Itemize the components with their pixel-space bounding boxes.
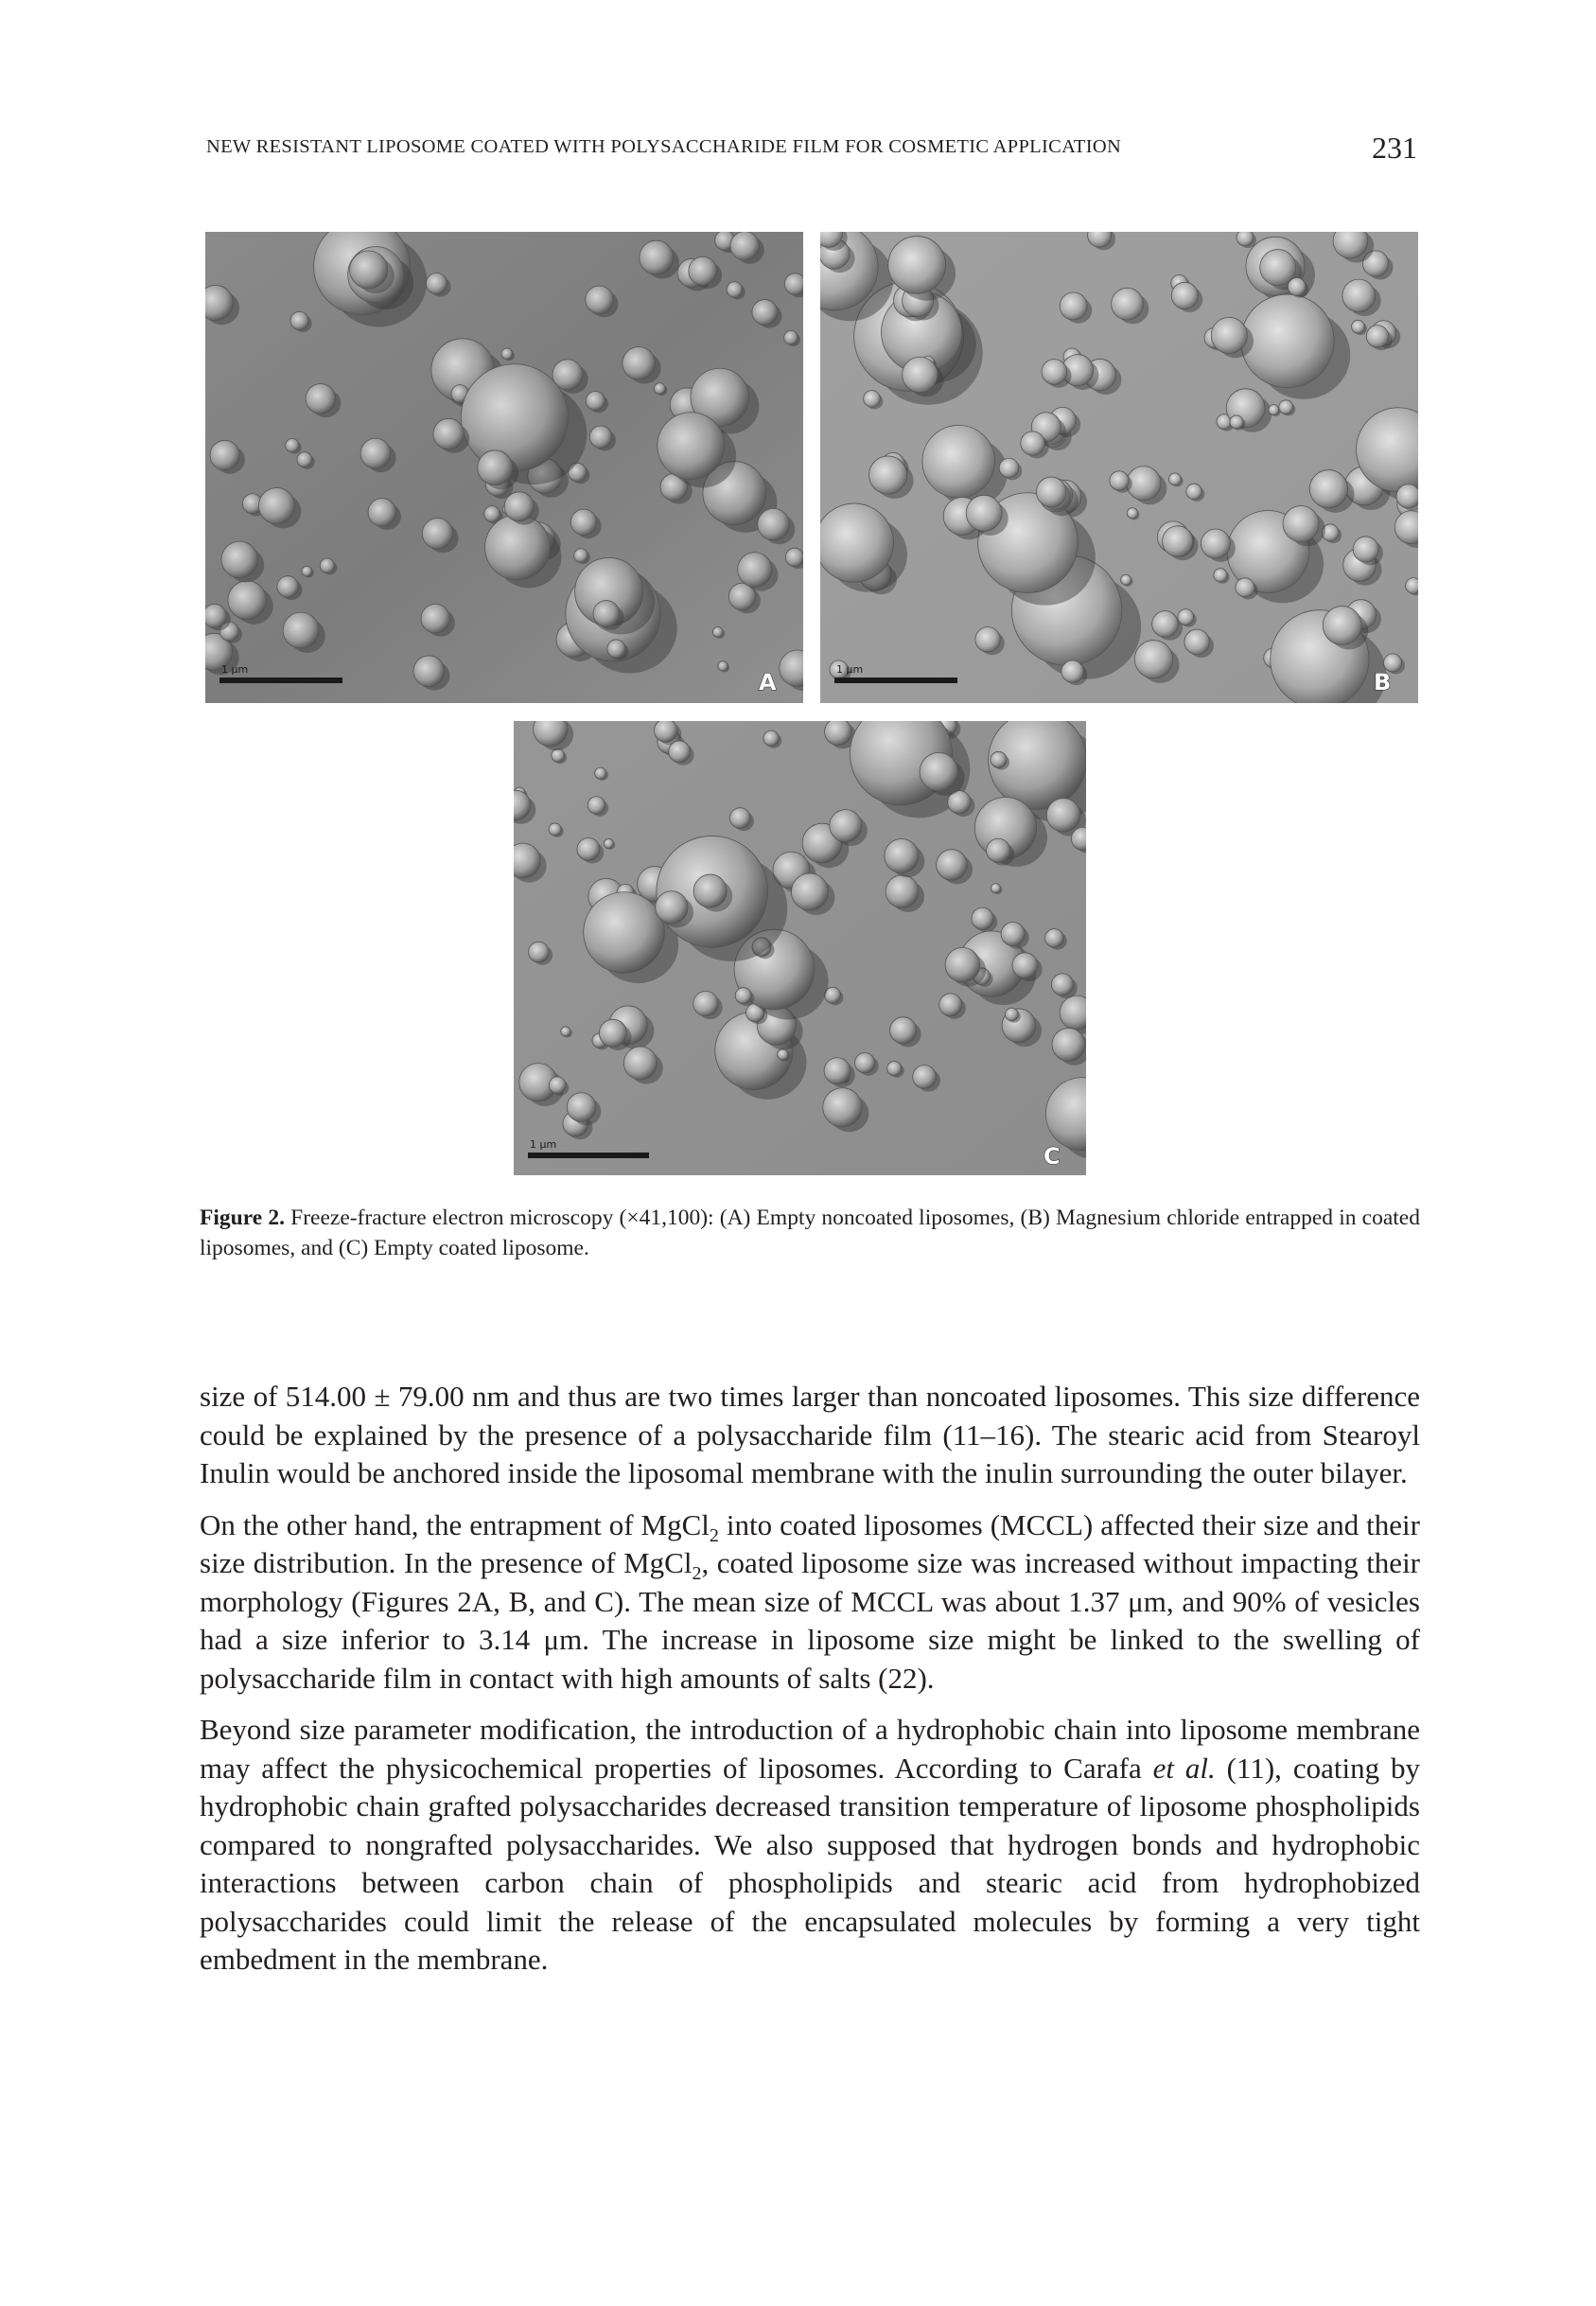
vesicle (999, 458, 1019, 478)
vesicle (290, 311, 308, 329)
micrograph-c-image (514, 721, 1086, 1175)
vesicle (593, 601, 620, 627)
caption-text: Freeze-fracture electron microscopy (×41,100): (A) Empty noncoated liposomes, (B) Magnesium chloride entrapped in coated liposomes, and (C) Empty coated liposome. (200, 1206, 1420, 1260)
vesicle (604, 838, 613, 848)
vesicle (945, 947, 980, 982)
vesicle (1112, 288, 1144, 320)
vesicle (738, 553, 772, 587)
vesicle (903, 357, 938, 392)
vesicle (785, 548, 803, 567)
vesicle (1051, 974, 1073, 995)
vesicle (920, 752, 957, 790)
vesicle (1046, 799, 1080, 833)
vesicle (306, 384, 336, 414)
paragraph-2: On the other hand, the entrapment of MgCl$_2$ into coated liposomes (MCCL) affected their size and their size distribution. In the presence of MgCl$_2$, coated liposome size was increased without impacting their morphology (Figures 2A, B, and C). The mean size of MCCL was about 1.37 μm, and 90% of vesicles had a size inferior to 3.14 μm. The increase in liposome size might be linked to the swelling of polysaccharide film in contact with high amounts of salts (22). (200, 1507, 1420, 1695)
vesicle (991, 884, 1000, 893)
vesicle (1211, 317, 1247, 353)
vesicle (966, 495, 1002, 531)
vesicle (855, 1053, 875, 1073)
vesicle (1006, 1008, 1019, 1021)
vesicle (258, 488, 294, 524)
vesicle (718, 661, 728, 671)
vesicle (1283, 506, 1319, 542)
panel-letter-b: B (1374, 669, 1392, 695)
vesicle (1288, 278, 1306, 296)
vesicle (586, 391, 605, 410)
vesicle (689, 256, 717, 285)
vesicle (205, 604, 226, 627)
vesicle (228, 581, 267, 620)
vesicle (656, 891, 688, 924)
vesicle (640, 240, 674, 274)
vesicle (586, 286, 614, 314)
vesicle (552, 748, 565, 762)
vesicle (1045, 929, 1064, 948)
vesicle (887, 1062, 902, 1076)
vesicle (1178, 609, 1194, 625)
vesicle (890, 1017, 917, 1044)
vesicle (784, 330, 798, 344)
vesicle (567, 1093, 596, 1122)
vesicle (712, 627, 723, 638)
vesicle (584, 892, 665, 974)
vesicle (549, 823, 561, 836)
vesicle (730, 232, 759, 260)
vesicle (693, 992, 718, 1016)
vesicle (422, 519, 453, 550)
vesicle (1134, 641, 1172, 678)
vesicle (283, 612, 319, 648)
vesicle (297, 452, 312, 467)
vesicle (1353, 537, 1378, 562)
vesicle (599, 1019, 626, 1047)
scale-bar-label: 1 μm (530, 1138, 557, 1151)
vesicle (1171, 282, 1198, 308)
vesicle (1121, 574, 1131, 585)
vesicle (1241, 294, 1334, 387)
vesicle (752, 300, 778, 326)
vesicle (654, 721, 676, 742)
vesicle (778, 1049, 788, 1060)
running-title: NEW RESISTANT LIPOSOME COATED WITH POLYSACCHARIDE FILM FOR COSMETIC APPLICATION (206, 136, 1122, 157)
vesicle (669, 741, 691, 763)
scale-bar (834, 678, 957, 683)
vesicle (975, 627, 1000, 652)
vesicle (421, 604, 450, 633)
figure-caption (200, 1203, 1420, 1263)
vesicle (824, 1058, 851, 1084)
vesicle (830, 810, 862, 842)
paragraph-1: size of 514.00 ± 79.00 nm and thus are two times larger than noncoated liposomes. This size difference could be explained by the presence of a polysaccharide film (11–16). The stearic acid from Stearoyl Inulin would be anchored inside the liposomal membrane with the inulin surrounding the outer bilayer. (200, 1380, 1420, 1489)
vesicle (1230, 415, 1243, 429)
vesicle (1168, 473, 1181, 485)
panel-letter-a: A (759, 669, 777, 695)
vesicle (1342, 279, 1376, 312)
caption-label: Figure 2. (200, 1206, 285, 1230)
vesicle (433, 418, 465, 449)
vesicle (595, 767, 606, 779)
vesicle (1309, 470, 1347, 508)
vesicle (1236, 232, 1254, 246)
vesicle (885, 839, 919, 873)
vesicle (1279, 400, 1293, 414)
vesicle (570, 509, 597, 536)
vesicle (972, 907, 993, 929)
vesicle (360, 438, 391, 468)
vesicle (735, 988, 751, 1004)
vesicle (529, 942, 550, 962)
vesicle (1042, 360, 1067, 385)
micrograph-panel-b (820, 232, 1418, 703)
vesicle (658, 413, 725, 480)
body-text (200, 1378, 1420, 1993)
vesicle (607, 640, 625, 658)
vesicle (210, 440, 239, 469)
vesicle (1001, 923, 1025, 946)
vesicle (1184, 629, 1209, 654)
vesicle (1236, 578, 1254, 597)
micrograph-panel-c (514, 721, 1086, 1175)
vesicle (1060, 292, 1087, 320)
vesicle (1012, 953, 1038, 978)
vesicle (461, 364, 568, 471)
vesicle (574, 549, 588, 563)
vesicle (1127, 508, 1137, 519)
vesicle (888, 237, 946, 294)
vesicle (320, 558, 334, 572)
vesicle (1323, 607, 1361, 645)
vesicle (549, 1077, 566, 1094)
vesicle (784, 273, 803, 295)
vesicle (791, 873, 828, 910)
vesicle (1052, 1028, 1085, 1061)
vesicle (588, 797, 605, 815)
vesicle (1366, 326, 1389, 348)
vesicle (504, 492, 534, 521)
micrograph-panel-a (205, 232, 803, 703)
vesicle (484, 506, 500, 522)
paragraph-3: Beyond size parameter modification, the introduction of a hydrophobic chain into liposome membrane may affect the physicochemical properties of liposomes. According to Carafa et al. (11), coating by hydrophobic chain grafted polysaccharides decreased transition temperature of liposome phospholipids compared to nongrafted polysaccharides. We also supposed that hydrogen bonds and hydrophobic interactions between carbon chain of phospholipids and stearic acid from hydrophobized polysaccharides could limit the release of the encapsulated molecules by forming a very tight embedment in the membrane. (200, 1713, 1420, 1976)
vesicle (1152, 611, 1179, 638)
vesicle (501, 348, 513, 360)
vesicle (368, 499, 396, 527)
scale-bar-label: 1 μm (836, 663, 864, 676)
vesicle (939, 994, 962, 1016)
vesicle (1110, 471, 1129, 490)
vesicle (729, 808, 750, 829)
vesicle (1269, 405, 1279, 415)
micrograph-a-image (205, 232, 803, 703)
page-number: 231 (1372, 131, 1417, 165)
micrograph-b-image (820, 232, 1418, 703)
vesicle (623, 1047, 657, 1080)
vesicle (1186, 484, 1202, 500)
vesicle (922, 425, 995, 498)
vesicle (1163, 526, 1193, 556)
vesicle (1406, 578, 1418, 594)
vesicle (350, 251, 388, 289)
vesicle (864, 391, 881, 408)
vesicle (1036, 477, 1066, 507)
vesicle (1214, 569, 1227, 582)
vesicle (485, 515, 551, 580)
vesicle (277, 576, 299, 598)
vesicle (426, 273, 447, 294)
vesicle (1061, 660, 1083, 682)
vesicle (820, 503, 893, 582)
vesicle (589, 426, 612, 449)
vesicle (1021, 431, 1044, 455)
panel-letter-c: C (1044, 1143, 1061, 1170)
vesicle (623, 347, 656, 380)
vesicle (869, 456, 907, 494)
vesicle (221, 541, 258, 578)
vesicle (655, 383, 666, 395)
vesicle (825, 721, 852, 746)
vesicle (1396, 484, 1418, 508)
vesicle (987, 838, 1010, 862)
vesicle (991, 751, 1007, 767)
vesicle (577, 837, 600, 860)
vesicle (886, 875, 919, 908)
vesicle (913, 1065, 937, 1089)
vesicle (1201, 529, 1230, 558)
vesicle (1352, 320, 1365, 333)
vesicle (693, 874, 727, 907)
vesicle (823, 1088, 862, 1127)
vesicle (561, 1027, 570, 1036)
vesicle (937, 850, 968, 881)
vesicle (758, 508, 790, 540)
vesicle (286, 439, 299, 452)
vesicle (413, 656, 445, 687)
scale-bar-label: 1 μm (221, 663, 249, 676)
vesicle (478, 450, 513, 485)
scale-bar (528, 1153, 649, 1158)
running-head (206, 131, 1417, 168)
vesicle (763, 731, 780, 747)
scale-bar (219, 678, 342, 683)
vesicle (302, 566, 312, 576)
vesicle (727, 282, 743, 298)
